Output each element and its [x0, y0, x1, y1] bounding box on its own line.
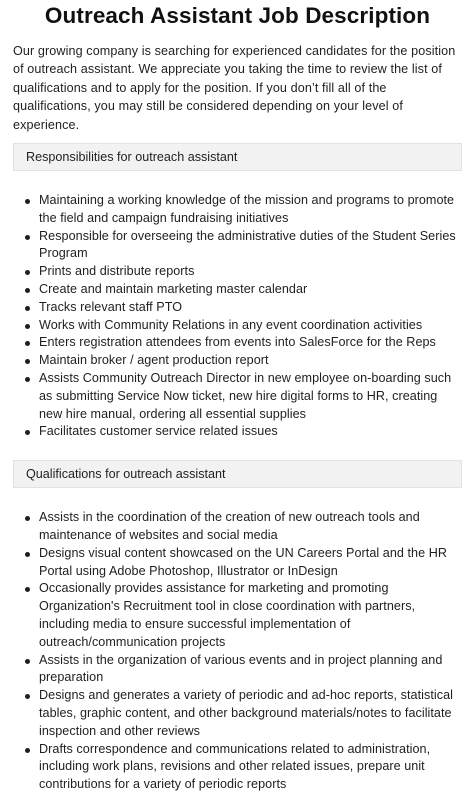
bullet-icon: [25, 341, 30, 346]
list-item-text: Designs visual content showcased on the UN Careers Portal and the HR Portal using Adobe Photoshop, Illustrator or InDesign: [39, 545, 448, 578]
intro-paragraph: Our growing company is searching for experienced candidates for the position of outreach assistant. We appreciate you taking the time to review the list of qualifications and to apply for the position. If you don’t fill all of the qualifications, you may still be considered depending on your level of experience.: [13, 44, 456, 132]
list-item: [13, 192, 462, 228]
bullet-icon: [25, 359, 30, 364]
bullet-icon: [25, 552, 30, 557]
bullet-icon: [25, 270, 30, 275]
bullet-icon: [25, 516, 30, 521]
bullet-icon: [25, 288, 30, 293]
bullet-icon: [25, 324, 30, 329]
qualifications-heading: Qualifications for outreach assistant: [13, 460, 462, 488]
list-item: [13, 281, 462, 299]
bullet-icon: [25, 199, 30, 204]
list-item: [13, 228, 462, 264]
list-item: [13, 317, 462, 335]
list-item: [13, 545, 462, 581]
list-item-text: Tracks relevant staff PTO: [39, 299, 183, 314]
section-spacer: [13, 441, 462, 451]
bullet-icon: [25, 694, 30, 699]
list-item-text: Drafts correspondence and communications related to administration, including work plans, revisions and other related issues, prepare unit contributions for a variety of periodic reports: [39, 741, 431, 792]
list-item: [13, 263, 462, 281]
list-item: [13, 652, 462, 688]
bullet-icon: [25, 748, 30, 753]
bullet-icon: [25, 587, 30, 592]
list-item: [13, 352, 462, 370]
bullet-icon: [25, 377, 30, 382]
page-title: Outreach Assistant Job Description: [44, 3, 431, 28]
list-item-text: Enters registration attendees from events into SalesForce for the Reps: [39, 335, 436, 350]
bullet-icon: [25, 306, 30, 311]
list-item: [13, 423, 462, 441]
list-item-text: Responsible for overseeing the administrative duties of the Student Series Program: [39, 228, 456, 261]
list-item-text: Occasionally provides assistance for marketing and promoting Organization's Recruitment tool in close coordination with partners, including media to ensure successful implementation of outreach/communication projects: [39, 581, 416, 649]
qualifications-list: [13, 509, 462, 794]
responsibilities-list: [13, 192, 462, 441]
list-item: [13, 580, 462, 651]
list-item-text: Assists in the coordination of the creation of new outreach tools and maintenance of websites and social media: [39, 510, 420, 542]
bullet-icon: [25, 659, 30, 664]
list-item-text: Assists Community Outreach Director in new employee on-boarding such as submitting Service Now ticket, new hire digital forms to HR, creating new hire manual, ordering all essential supplies: [39, 371, 452, 421]
bullet-icon: [25, 430, 30, 435]
bullet-icon: [25, 235, 30, 240]
list-item: [13, 509, 462, 545]
list-item: [13, 687, 462, 740]
list-item-text: Prints and distribute reports: [39, 264, 195, 279]
list-item: [13, 299, 462, 317]
list-item-text: Create and maintain marketing master calendar: [39, 282, 308, 297]
list-item-text: Maintain broker / agent production report: [39, 353, 269, 368]
list-item-text: Facilitates customer service related issues: [39, 424, 278, 439]
list-item-text: Maintaining a working knowledge of the mission and programs to promote the field and campaign fundraising initiatives: [39, 193, 455, 225]
list-item: [13, 741, 462, 794]
list-item-text: Works with Community Relations in any event coordination activities: [39, 317, 423, 332]
list-item: [13, 370, 462, 423]
responsibilities-heading: Responsibilities for outreach assistant: [13, 143, 462, 171]
list-item-text: Assists in the organization of various events and in project planning and preparation: [39, 652, 443, 685]
list-item: [13, 334, 462, 352]
list-item-text: Designs and generates a variety of periodic and ad-hoc reports, statistical tables, graphic content, and other background materials/notes to facilitate inspection and other reviews: [39, 688, 453, 738]
